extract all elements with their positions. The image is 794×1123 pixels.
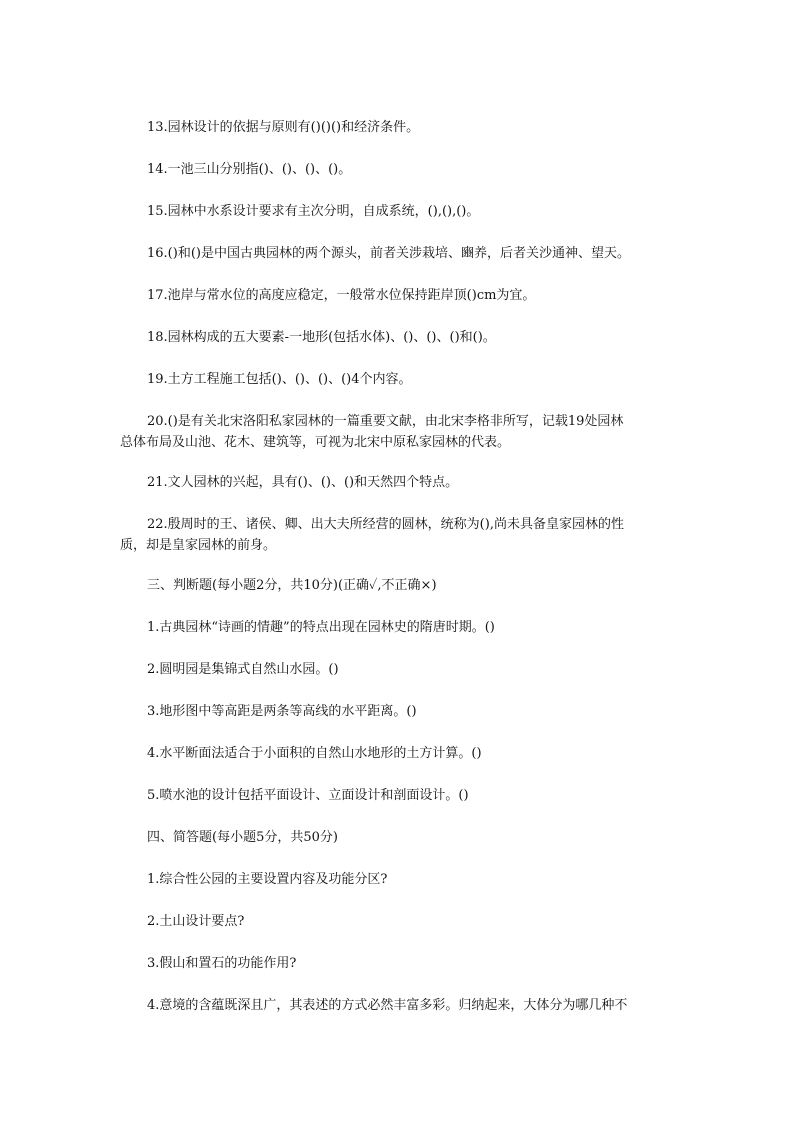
question-15: 15.园林中水系设计要求有主次分明，自成系统，(),(),()。: [147, 204, 480, 219]
question-22: 22.殷周时的王、诸侯、卿、出大夫所经营的圆林，统称为(),尚未具备皇家园林的性: [147, 517, 624, 532]
question-21: 21.文人园林的兴起，具有()、()、()和天然四个特点。: [147, 475, 459, 490]
judgment-2: 2.圆明园是集锦式自然山水园。(): [147, 662, 339, 677]
judgment-4: 4.水平断面法适合于小面积的自然山水地形的土方计算。(): [147, 746, 482, 761]
section-heading-judgment: 三、判断题(每小题2分，共10分)(正确✓,不正确×): [147, 578, 437, 593]
judgment-5: 5.喷水池的设计包括平面设计、立面设计和剖面设计。(): [147, 788, 469, 803]
question-18: 18.园林构成的五大要素-一地形(包括水体)、()、()、()和()。: [147, 330, 496, 345]
question-22-continued: 质，却是皇家园林的前身。: [120, 538, 277, 553]
question-14: 14.一池三山分别指()、()、()、()。: [147, 162, 352, 177]
section-heading-short-answer: 四、简答题(每小题5分，共50分): [147, 830, 338, 845]
short-answer-1: 1.综合性公园的主要设置内容及功能分区?: [147, 872, 388, 887]
short-answer-2: 2.土山设计要点?: [147, 914, 245, 929]
short-answer-4: 4.意境的含蕴既深且广，其表述的方式必然丰富多彩。归纳起来，大体分为哪几种不: [147, 998, 628, 1013]
judgment-1: 1.古典园林“诗画的情趣”的特点出现在园林史的隋唐时期。(): [147, 620, 495, 635]
question-20: 20.()是有关北宋洛阳私家园林的一篇重要文献，由北宋李格非所写，记载19处园林: [147, 414, 624, 429]
judgment-3: 3.地形图中等高距是两条等高线的水平距离。(): [147, 704, 417, 719]
question-16: 16.()和()是中国古典园林的两个源头，前者关涉栽培、豳养，后者关沙通神、望天。: [147, 246, 630, 261]
question-19: 19.土方工程施工包括()、()、()、()4个内容。: [147, 372, 412, 387]
question-20-continued: 总体布局及山池、花木、建筑等，可视为北宋中原私家园林的代表。: [120, 435, 511, 450]
question-13: 13.园林设计的依据与原则有()()()和经济条件。: [147, 120, 420, 135]
short-answer-3: 3.假山和置石的功能作用?: [147, 956, 297, 971]
question-17: 17.池岸与常水位的高度应稳定，一般常水位保持距岸顶()cm为宜。: [147, 288, 536, 303]
